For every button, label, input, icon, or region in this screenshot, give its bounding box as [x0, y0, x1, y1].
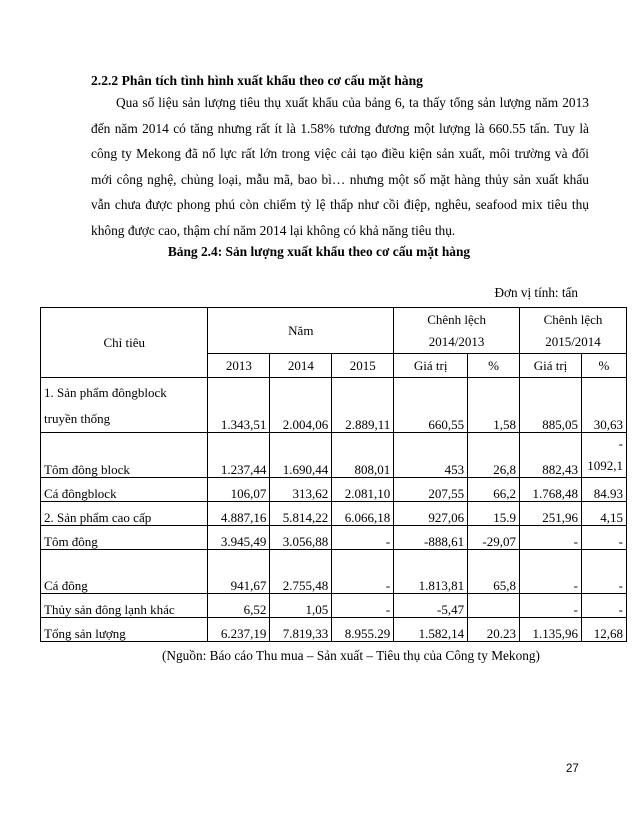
cell-value: 941,67: [230, 578, 267, 593]
subheader-cell: Giá trị: [520, 354, 582, 378]
table-cell: [270, 478, 332, 502]
cell-value: 313,62: [292, 486, 329, 501]
cell-value: 1,05: [305, 602, 329, 617]
page-number: 27: [566, 763, 579, 775]
table-cell: [394, 526, 468, 550]
cell-value: 8.955.29: [344, 626, 391, 641]
cell-value: 4.887,16: [220, 510, 267, 525]
cell-value: 7.819,33: [282, 626, 329, 641]
cell-value: -: [573, 602, 578, 617]
subheader-cell: 2013: [208, 354, 270, 378]
table-cell: [208, 433, 270, 478]
table-cell: [270, 550, 332, 594]
cell-value: -29,07: [482, 534, 517, 549]
table-cell: [270, 433, 332, 478]
cell-value: -: [385, 602, 391, 617]
table-cell: [208, 378, 270, 433]
row-label-line2: truyền thống: [44, 411, 111, 426]
table-cell: [270, 526, 332, 550]
table-cell: [520, 502, 582, 526]
row-label-line2: 2. Sản phẩm cao cấp: [44, 510, 152, 525]
cell-value: 66,2: [493, 486, 517, 501]
table-cell: [468, 502, 520, 526]
cell-value: 1.237,44: [220, 462, 267, 477]
table-cell: [332, 378, 394, 433]
row-label: [41, 550, 208, 594]
table-cell: [394, 478, 468, 502]
cell-value: 3.945,49: [220, 534, 267, 549]
cell-value: 1.813,81: [418, 578, 465, 593]
table-cell: [332, 550, 394, 594]
cell-value: 1.135,96: [532, 626, 578, 641]
table-cell: [270, 502, 332, 526]
table-row: [41, 618, 627, 642]
cell-value: 882,43: [542, 462, 578, 477]
table-cell: [581, 378, 626, 433]
export-volume-table: [40, 307, 627, 642]
header-diff2-line2: 2015/2014: [545, 333, 601, 349]
table-row: [41, 526, 627, 550]
table-cell: [468, 478, 520, 502]
table-cell: [468, 618, 520, 642]
cell-value: 26,8: [493, 462, 517, 477]
table-cell: [270, 618, 332, 642]
subheader-cell: %: [581, 354, 626, 378]
row-label-line2: Tôm đông block: [44, 462, 130, 477]
cell-value: -: [385, 534, 391, 549]
table-cell: [394, 378, 468, 433]
body-paragraph-text: Qua số liệu sản lượng tiêu thụ xuất khẩu của bảng 6, ta thấy tổng sản lượng năm 2013 đến năm 2014 có tăng nhưng rất ít là 1.58% tương đương một lượng là 660.55 tấn. Tuy là công ty Mekong đã nổ lực rất lớn trong việc cải tạo điều kiện sản xuất, môi trường và đổi mới công nghệ, chủng loại, mẫu mã, bao bì… nhưng một số mặt hàng thủy sản xuất khẩu vẫn chưa được phong phú còn chiếm tỷ lệ thấp như cồi điệp, nghêu, seafood mix tiêu thụ không được cao, thậm chí năm 2014 lại không có khả năng tiêu thụ.: [91, 95, 589, 238]
cell-value: -: [618, 602, 623, 617]
cell-value: 12,68: [593, 626, 623, 641]
header-diff-2014-2013: [394, 308, 520, 354]
row-label: [41, 594, 208, 618]
cell-value: 1.768,48: [532, 486, 578, 501]
section-heading: 2.2.2 Phân tích tình hình xuất khẩu theo cơ cấu mặt hàng: [91, 73, 423, 88]
table-cell: [468, 594, 520, 618]
cell-value: 885,05: [542, 417, 578, 432]
subheader-cell: Giá trị: [394, 354, 468, 378]
cell-value: 453: [444, 462, 465, 477]
unit-note: Đơn vị tính: tấn: [494, 285, 578, 300]
table-cell: [394, 433, 468, 478]
cell-value: 927,06: [428, 510, 465, 525]
table-cell: [332, 526, 394, 550]
row-label-line2: Cá đông: [44, 578, 88, 593]
table-cell: [270, 594, 332, 618]
row-label: [41, 478, 208, 502]
table-cell: [581, 478, 626, 502]
table-cell: [520, 594, 582, 618]
cell-value: 207,55: [428, 486, 465, 501]
row-label: [41, 618, 208, 642]
cell-value: 2.081,10: [344, 486, 391, 501]
body-paragraph: [91, 90, 589, 244]
cell-value: 1.343,51: [220, 417, 267, 432]
row-label: [41, 502, 208, 526]
table-row: [41, 378, 627, 433]
cell-value: 808,01: [354, 462, 391, 477]
table-cell: [468, 433, 520, 478]
table-cell: [332, 502, 394, 526]
table-row: [41, 433, 627, 478]
cell-value: 3.056,88: [282, 534, 329, 549]
cell-value: 1.690,44: [282, 462, 329, 477]
table-cell: [468, 550, 520, 594]
table-cell: [332, 618, 394, 642]
table-cell: [208, 594, 270, 618]
cell-value: 6.237,19: [220, 626, 267, 641]
table-cell: [520, 550, 582, 594]
cell-value: 65,8: [493, 578, 517, 593]
table-cell: [394, 550, 468, 594]
cell-value: -: [573, 534, 578, 549]
table-cell: [520, 378, 582, 433]
cell-value: 1.582,14: [418, 626, 465, 641]
cell-value: 1,58: [493, 417, 517, 432]
table-cell: [581, 502, 626, 526]
table-caption: Bảng 2.4: Sản lượng xuất khẩu theo cơ cấu mặt hàng: [167, 244, 471, 259]
cell-value: 6.066,18: [344, 510, 391, 525]
table-cell: [394, 502, 468, 526]
row-label: [41, 378, 208, 433]
header-diff1-line2: 2014/2013: [428, 333, 485, 349]
table-cell: [332, 594, 394, 618]
table-cell: [394, 618, 468, 642]
cell-value: -888,61: [424, 534, 465, 549]
header-diff1-line1: Chênh lệch: [427, 311, 487, 327]
cell-value: 15.9: [493, 510, 517, 525]
table-cell: [520, 526, 582, 550]
cell-value: 2.889,11: [345, 417, 391, 432]
cell-value: 6,52: [243, 602, 267, 617]
table-cell: [208, 502, 270, 526]
cell-prefix: -: [618, 436, 623, 451]
header-diff2-line1: Chênh lệch: [543, 311, 603, 327]
cell-value: -5,47: [437, 602, 465, 617]
cell-value: 251,96: [542, 510, 578, 525]
table-cell: [208, 478, 270, 502]
table-cell: [208, 550, 270, 594]
table-row: [41, 594, 627, 618]
cell-value: 2.004,06: [282, 417, 329, 432]
table-cell: [581, 526, 626, 550]
table-cell: [208, 526, 270, 550]
table-cell: [581, 550, 626, 594]
table-cell: [208, 618, 270, 642]
cell-value: 106,07: [230, 486, 267, 501]
row-label: [41, 526, 208, 550]
cell-value: -: [618, 534, 623, 549]
table-cell: [332, 433, 394, 478]
cell-value: -: [573, 578, 578, 593]
header-indicator: Chỉ tiêu: [41, 308, 208, 378]
cell-value: 2.755,48: [282, 578, 329, 593]
cell-value: 1092,1: [587, 458, 623, 473]
header-diff-2015-2014: [520, 308, 627, 354]
row-label: [41, 433, 208, 478]
table-cell: [332, 478, 394, 502]
cell-value: -: [618, 578, 623, 593]
row-label-line1: 1. Sản phẩm đôngblock: [44, 385, 167, 400]
table-cell: [520, 618, 582, 642]
header-year: Năm: [208, 308, 394, 354]
table-cell: [270, 378, 332, 433]
table-row: [41, 478, 627, 502]
source-note: (Nguồn: Báo cáo Thu mua – Sản xuất – Tiêu thụ của Công ty Mekong): [162, 648, 540, 663]
cell-value: 20.23: [486, 626, 517, 641]
row-label-line2: Tổng sản lượng: [44, 626, 126, 641]
row-label-line2: Thủy sản đông lạnh khác: [44, 602, 175, 617]
table-row: [41, 550, 627, 594]
row-label-line2: Cá đôngblock: [44, 486, 117, 501]
subheader-cell: 2015: [332, 354, 394, 378]
cell-value: 660,55: [428, 417, 465, 432]
subheader-cell: 2014: [270, 354, 332, 378]
table-cell: [394, 594, 468, 618]
table-cell: [520, 433, 582, 478]
table-cell: [468, 378, 520, 433]
table-cell: [520, 478, 582, 502]
cell-value: 5.814,22: [282, 510, 329, 525]
table-cell: [581, 594, 626, 618]
row-label-line2: Tôm đông: [44, 534, 98, 549]
cell-value: 30,63: [593, 417, 623, 432]
cell-value: 84.93: [593, 486, 623, 501]
table-cell: [468, 526, 520, 550]
table-cell: [581, 618, 626, 642]
table-cell: [581, 433, 626, 478]
subheader-cell: %: [468, 354, 520, 378]
cell-value: 4,15: [600, 510, 623, 525]
table-row: [41, 502, 627, 526]
cell-value: -: [385, 578, 391, 593]
